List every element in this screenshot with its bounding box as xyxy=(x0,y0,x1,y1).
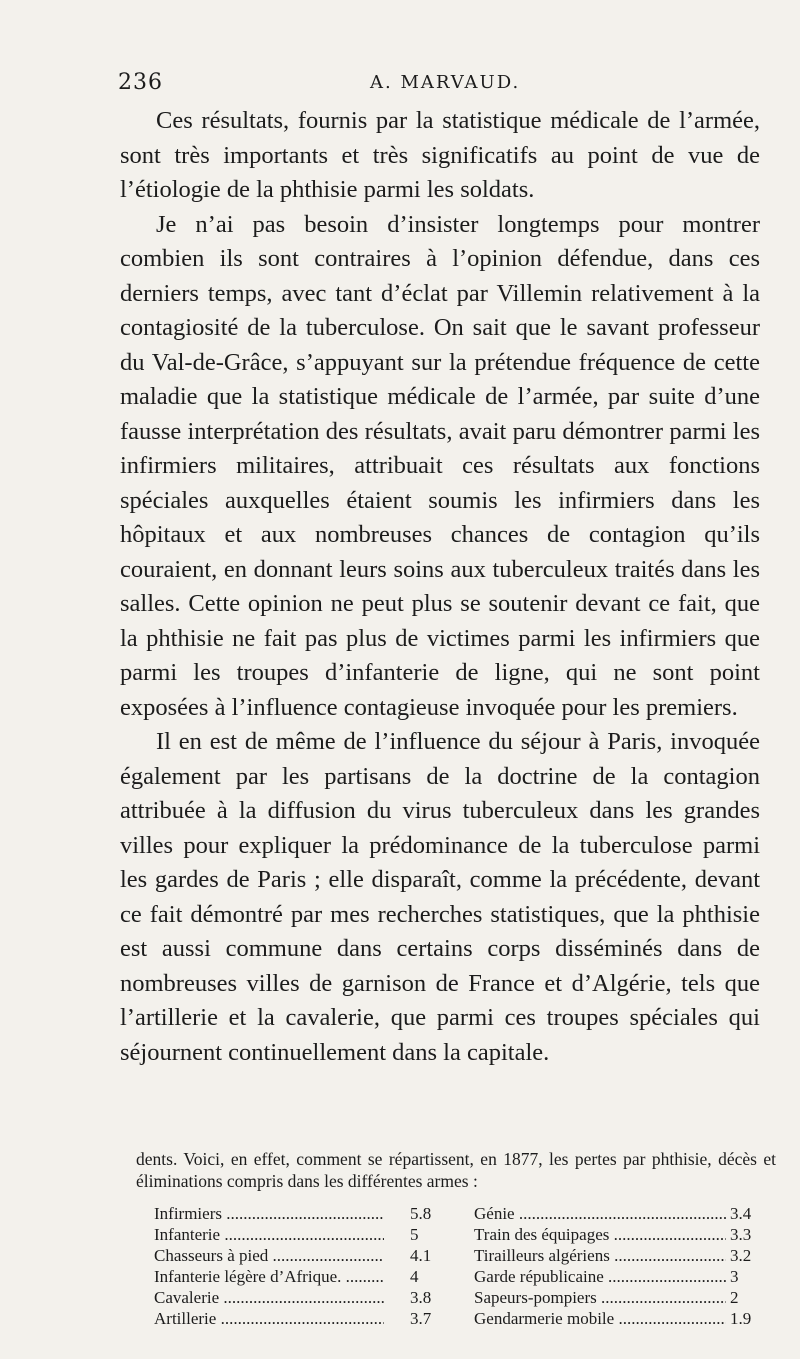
arm-name: Gendarmerie mobile ..... xyxy=(474,1309,726,1329)
paragraph: Je n’ai pas besoin d’insister longtemps pour montrer combien ils sont contraires à l’opinion défendue, dans ces derniers temps, avec tant d’éclat par Villemin relativement à la contagiosité de la tuberculose. On sait que le savant professeur du Val-de-Grâce, s’appuyant sur la prétendue fréquence de cette maladie que la statistique médicale de l’armée, par suite d’une fausse interprétation des résultats, avait paru démontrer parmi les infirmiers militaires, attribuait ces résultats aux fonctions spéciales auxquelles étaient soumis les infirmiers dans les hôpitaux et aux nombreuses chances de contagion qu’ils couraient, en donnant leurs soins aux tuberculeux traités dans les salles. Cette opinion ne peut plus se soutenir devant ce fait, que la phthisie ne fait pas plus de victimes parmi les infirmiers que parmi les troupes d’infanterie de ligne, qui ne sont point exposées à l’influence contagieuse invoquée pour les premiers. xyxy=(120,210,760,721)
loss-value: 3.4 xyxy=(730,1204,752,1223)
loss-value: 5.8 xyxy=(410,1204,432,1223)
loss-value: 4 xyxy=(410,1267,419,1286)
loss-value: 4.1 xyxy=(410,1246,432,1265)
arm-name: Infanterie légère d’Afrique. ..... xyxy=(154,1267,384,1287)
loss-value: 3.2 xyxy=(730,1246,752,1265)
table-row xyxy=(154,1204,774,1225)
table-row xyxy=(154,1246,774,1267)
loss-value: 2 xyxy=(730,1288,739,1307)
loss-value: 5 xyxy=(410,1225,419,1244)
body-text xyxy=(120,104,760,1070)
arm-name: Cavalerie ..... xyxy=(154,1288,384,1308)
arm-name: Infirmiers ..... xyxy=(154,1204,384,1224)
loss-value: 3.3 xyxy=(730,1225,752,1244)
arm-name: Garde républicaine ..... xyxy=(474,1267,726,1287)
loss-value: 3.7 xyxy=(410,1309,432,1328)
arm-name: Sapeurs-pompiers ..... xyxy=(474,1288,726,1308)
table-row xyxy=(154,1288,774,1309)
table-row xyxy=(154,1309,774,1330)
arm-name: Train des équipages ..... xyxy=(474,1225,726,1245)
running-head xyxy=(118,70,758,106)
table-row xyxy=(154,1267,774,1288)
paragraph: Il en est de même de l’influence du séjour à Paris, invoquée également par les partisans de la doctrine de la contagion attribuée à la diffusion du virus tuberculeux dans les grandes villes pour expliquer la prédominance de la tuberculose parmi les gardes de Paris ; elle disparaît, comme la précédente, devant ce fait démontré par mes recherches statistiques, que la phthisie est aussi commune dans certains corps disséminés dans de nombreuses villes de garnison de France et d’Algérie, tels que l’artillerie et la cavalerie, que parmi ces troupes spéciales qui séjournent continuellement dans la capitale. xyxy=(120,728,760,1066)
arm-name: Infanterie ..... xyxy=(154,1225,384,1245)
loss-value: 3 xyxy=(730,1267,739,1286)
arm-name: Tirailleurs algériens ..... xyxy=(474,1246,726,1266)
page-number: 236 xyxy=(118,70,163,95)
arm-name: Génie ..... xyxy=(474,1204,726,1224)
loss-value: 1.9 xyxy=(730,1309,752,1328)
footnote-text: dents. Voici, en effet, comment se répartissent, en 1877, les pertes par phthisie, décès et éliminations compris dans les différentes armes : xyxy=(136,1149,776,1191)
running-head-author: A. MARVAUD. xyxy=(370,72,521,93)
paragraph: Ces résultats, fournis par la statistique médicale de l’armée, sont très importants et très significatifs au point de vue de l’étiologie de la phthisie parmi les soldats. xyxy=(120,107,760,203)
table-row xyxy=(154,1225,774,1246)
arm-name: Artillerie ..... xyxy=(154,1309,384,1329)
arm-name: Chasseurs à pied ..... xyxy=(154,1246,384,1266)
loss-value: 3.8 xyxy=(410,1288,432,1307)
